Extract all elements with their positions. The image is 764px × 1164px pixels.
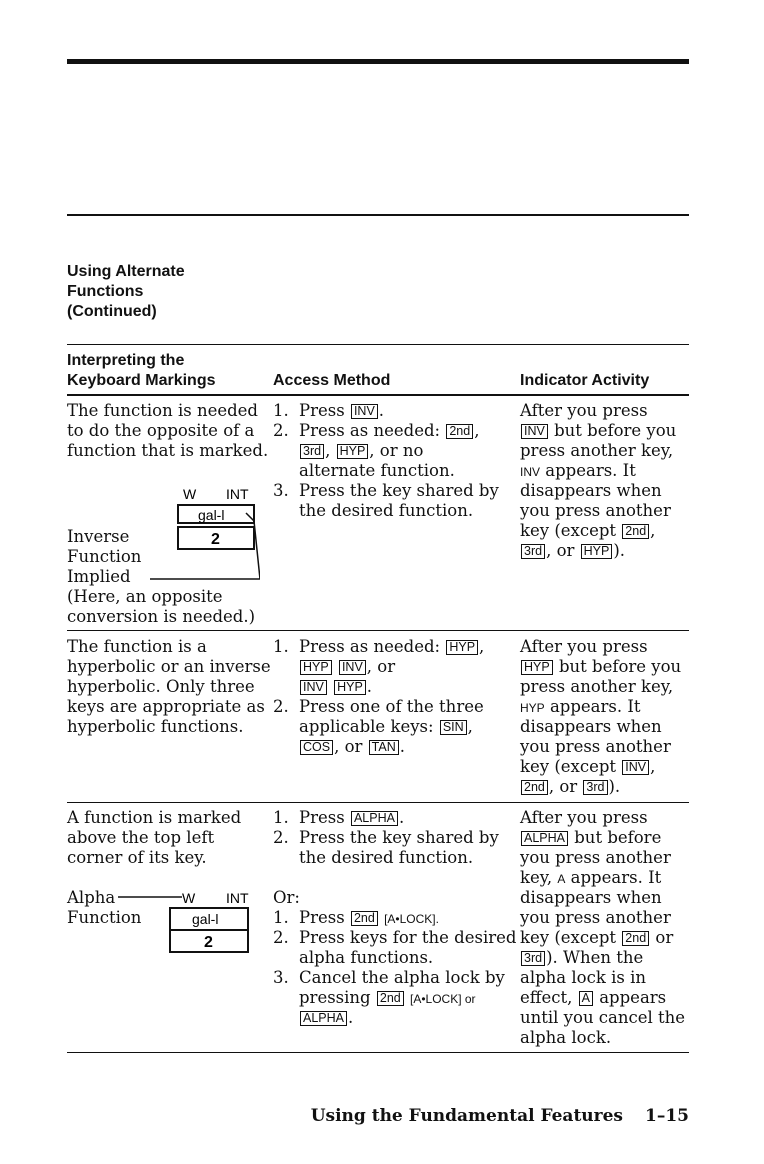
tan-key: TAN xyxy=(369,740,399,755)
cos-key: COS xyxy=(300,740,333,755)
table-top-rule xyxy=(67,344,689,345)
inv-key: INV xyxy=(351,404,378,419)
row3-steps: 1. Press ALPHA . 2. Press the key shared by the desired function. Or: 1. Press 2nd [A•LOCK]. 2. Press keys for the desired alpha functions. 3. Cancel the alpha lock by pressing 2nd [A•LOCK] or ALPHA . xyxy=(273,808,517,1027)
header-access: Access Method xyxy=(273,372,391,389)
row1-steps: 1. Press INV . 2. Press as needed: 2nd , 3rd , HYP , or no alternate function. 3. Press the key shared by the desired function. xyxy=(273,401,499,520)
header-markings: Interpreting the Keyboard Markings xyxy=(67,352,216,389)
page-number: 1–15 xyxy=(645,1106,689,1126)
top-rule xyxy=(67,59,689,64)
section-title: Using Alternate Functions (Continued) xyxy=(67,263,185,320)
hyp-key: HYP xyxy=(337,444,369,459)
fig1-key-main: 2 xyxy=(211,531,220,548)
row1-figure-label: Inverse Function Implied (Here, an opposite conversion is needed.) xyxy=(67,527,256,626)
row2-indicator: After you press HYP but before you press another key, HYP appears. It disappears when you press another key (except INV , 2nd , or 3rd ). xyxy=(520,637,682,796)
fig2-key-top: gal-l xyxy=(192,911,219,927)
alpha-key-figure xyxy=(116,882,276,962)
fig1-key-top: gal-l xyxy=(198,507,225,523)
alpha-key: ALPHA xyxy=(351,811,398,826)
fig1-top-left: W xyxy=(183,486,197,502)
row1-indicator: After you press INV but before you press another key, INV appears. It disappears when you press another key (except 2nd , 3rd , or HYP ). xyxy=(520,401,677,560)
2nd-key: 2nd xyxy=(446,424,473,439)
row3-marking: A function is marked above the top left corner of its key. xyxy=(67,808,242,867)
row3-figure-label: Alpha Function xyxy=(67,888,142,927)
footer-title: Using the Fundamental Features xyxy=(310,1106,623,1126)
page-footer xyxy=(311,1106,689,1126)
row2-marking: The function is a hyperbolic or an inverse hyperbolic. Only three keys are appropriate as hyperbolic functions. xyxy=(67,637,271,736)
row2-rule xyxy=(67,802,689,803)
table-bottom-rule xyxy=(67,1052,689,1053)
3rd-key: 3rd xyxy=(300,444,324,459)
sin-key: SIN xyxy=(440,720,467,735)
row1-marking: The function is needed to do the opposite of a function that is marked. xyxy=(67,401,269,460)
fig2-top-left: W xyxy=(182,890,196,906)
section-rule xyxy=(67,214,689,216)
header-indicator: Indicator Activity xyxy=(520,372,650,389)
header-rule xyxy=(67,394,689,396)
fig2-top-right: INT xyxy=(226,890,249,906)
row2-steps: 1. Press as needed: HYP , HYP INV , or INV HYP . 2. Press one of the three applicable keys: SIN , COS , or TAN . xyxy=(273,637,485,756)
fig1-top-right: INT xyxy=(226,486,249,502)
row3-indicator: After you press ALPHA but before you press another key, A appears. It disappears when you press another key (except 2nd or 3rd ). When the alpha lock is in effect, A appears until you cancel the alpha lock. xyxy=(520,808,686,1047)
row1-rule xyxy=(67,630,689,631)
fig2-key-main: 2 xyxy=(204,934,213,951)
